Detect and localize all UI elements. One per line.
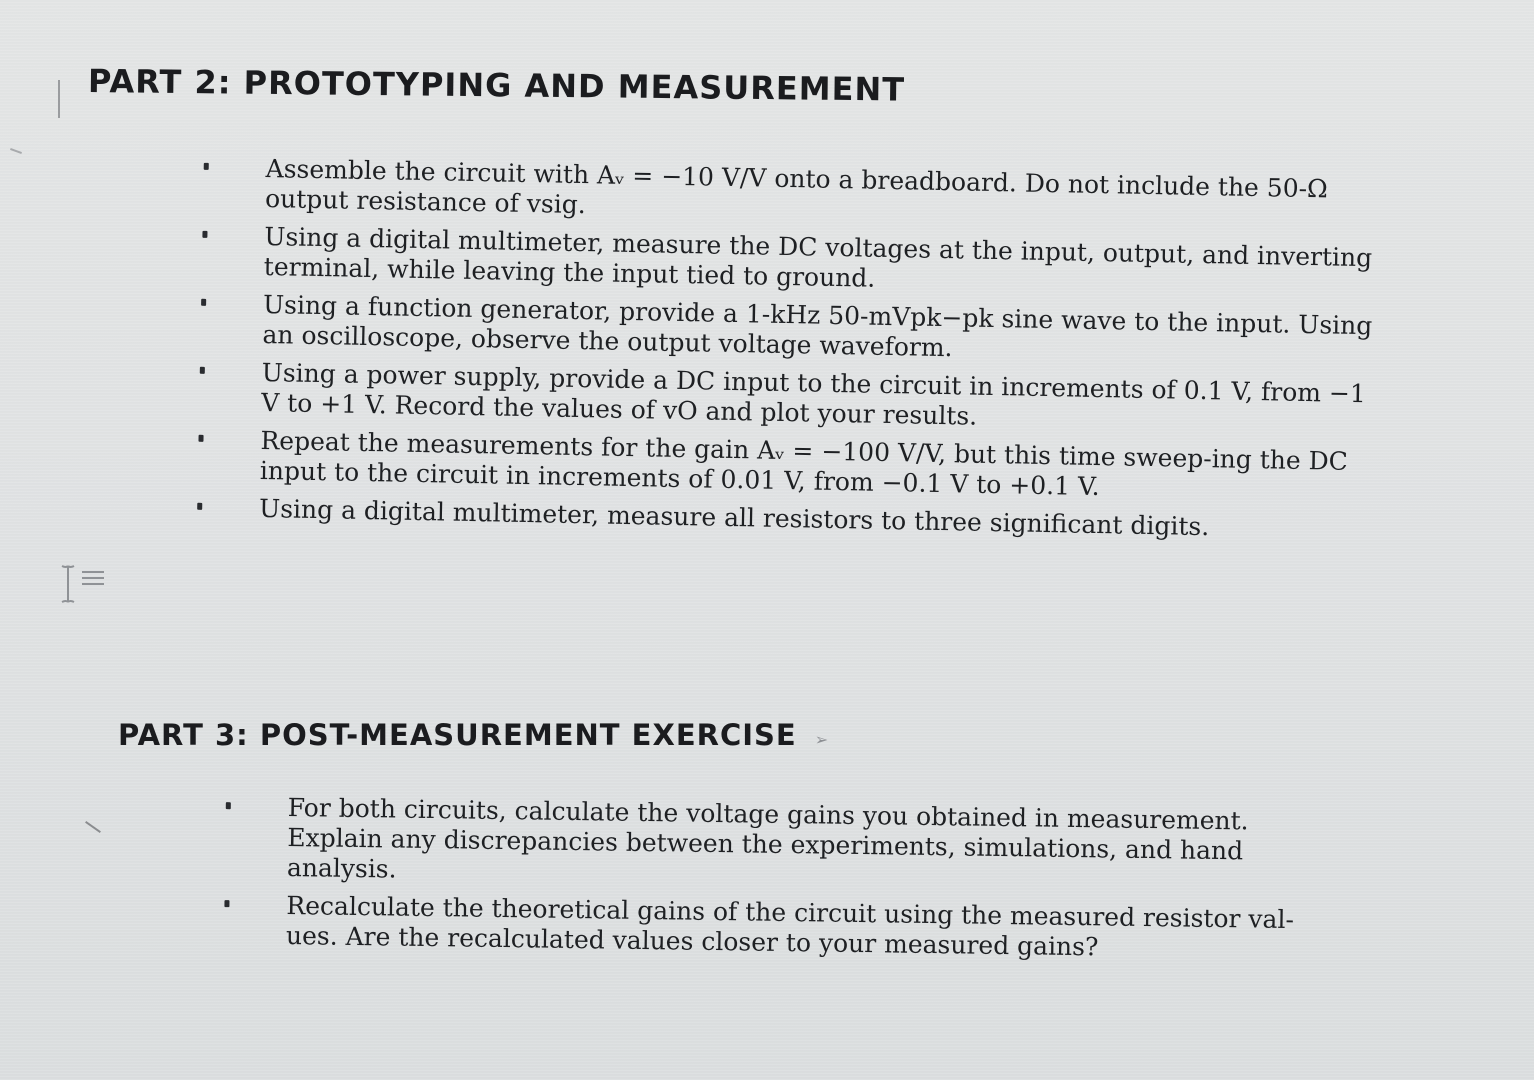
list-item: [265, 154, 1381, 235]
bullet-icon: [224, 900, 229, 907]
part2-list: [259, 154, 1381, 553]
bullet-icon: [200, 367, 205, 374]
list-item: [264, 222, 1380, 303]
list-item-text: Using a digital multimeter, measure all resistors to three significant digits.: [258, 493, 1210, 542]
part3-heading-text: PART 3: POST-MEASUREMENT EXERCISE: [118, 718, 797, 752]
list-item: [262, 290, 1378, 371]
list-item: [261, 358, 1377, 439]
stray-mark: [85, 821, 101, 833]
part3-list: [286, 793, 1333, 974]
bullet-icon: [198, 435, 203, 442]
list-item: [286, 891, 1332, 966]
bullet-icon: [197, 503, 202, 510]
list-item: [287, 793, 1333, 898]
list-item-text: Using a digital multimeter, measure the DC voltages at the input, output, and inverting terminal, while leaving the input tied to ground.: [263, 221, 1373, 293]
text-insertion-caret: [58, 80, 60, 118]
list-item-text: Using a function generator, provide a 1-kHz 50-mVpk−pk sine wave to the input. Using an oscilloscope, observe the output voltage waveform.: [262, 289, 1373, 363]
list-item-text: Assemble the circuit with Aᵥ = −10 V/V onto a breadboard. Do not include the 50-Ω output resistance of vsig.: [264, 154, 1329, 220]
bullet-icon: [226, 802, 231, 809]
list-item: [260, 426, 1376, 507]
list-item-text: Recalculate the theoretical gains of the circuit using the measured resistor val-ues. Are the recalculated values closer to your measured gains?: [285, 890, 1295, 962]
small-arrow-icon: ➢: [814, 730, 830, 749]
list-item-text: Using a power supply, provide a DC input to the circuit in increments of 0.1 V, from −1 V to +1 V. Record the values of vO and plot your results.: [260, 357, 1367, 431]
stray-mark: [10, 148, 22, 154]
list-item-text: Repeat the measurements for the gain Aᵥ = −100 V/V, but this time sweep-ing the DC input to the circuit in increments of 0.01 V, from −0.1 V to +0.1 V.: [259, 425, 1349, 502]
list-item-text: For both circuits, calculate the voltage gains you obtained in measurement. Explain any discrepancies between the experiments, simulations, and hand analysis.: [286, 793, 1249, 884]
bullet-icon: [201, 299, 206, 306]
part2-heading: PART 2: PROTOTYPING AND MEASUREMENT: [87, 62, 906, 109]
part3-heading: [118, 718, 829, 752]
bullet-icon: [202, 231, 207, 238]
i-beam-cursor-icon: [58, 562, 118, 606]
bullet-icon: [204, 163, 209, 170]
